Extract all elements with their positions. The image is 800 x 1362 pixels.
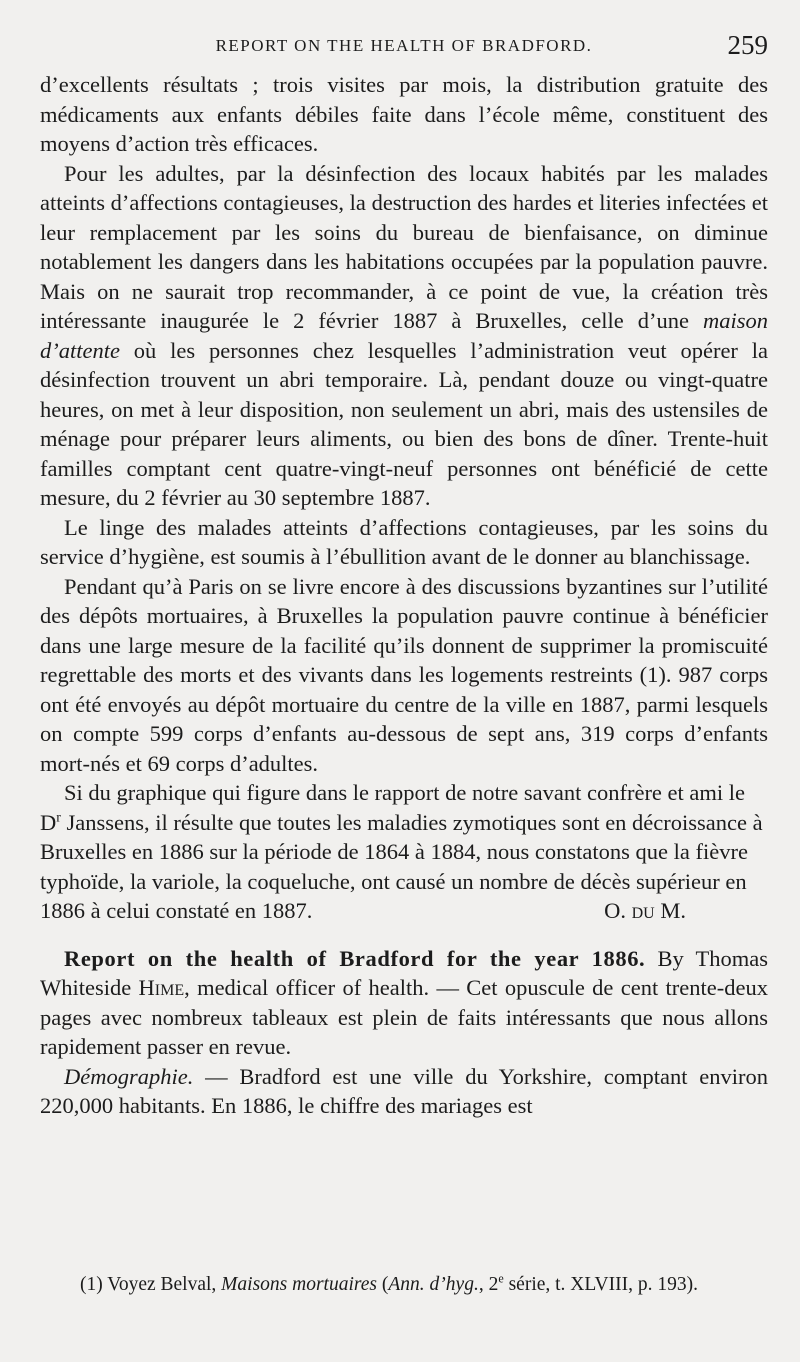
footnote-text — [56, 1272, 768, 1298]
superscript: e — [498, 1271, 504, 1286]
paragraph-adults-disinfection — [40, 159, 768, 513]
paragraph-continued: d’excellents résultats ; trois visites par mois, la distribution gratuite des médicaments aux enfants débiles faite dans l’école même, constituent des moyens d’action très efficaces. — [40, 72, 768, 156]
review-paragraph — [40, 944, 768, 1062]
signature: O. du M. — [604, 898, 686, 923]
paragraph-text: où les personnes chez lesquelles l’administration veut opérer la désinfection trouvent un abri temporaire. Là, pendant douze ou vingt-quatre heures, on met à leur disposition, non seulement un abri, mais des ustensiles de ménage pour préparer leurs aliments, ou bien des bons de dîner. Trente-huit familles comptant cent quatre-vingt-neuf personnes ont bénéficié de cette mesure, du 2 février au 30 septembre 1887. — [40, 337, 768, 510]
section-label-demographie: Démographie. — [64, 1063, 194, 1089]
page-number: 259 — [727, 30, 768, 60]
footnote-work-title: Maisons mortuaires — [221, 1274, 378, 1295]
paragraph-text: Si du graphique qui figure dans le rapport de notre savant confrère et ami le D — [40, 780, 746, 835]
paragraph-text: Pour les adultes, par la désinfection des locaux habités par les malades atteints d’affections contagieuses, la destruction des hardes et literies infectées et leur remplacement par les soins du bureau de bienfaisance, on diminue notablement les dangers dans les habitations occupées par la population pauvre. Mais on ne saurait trop recommander, à ce point de vue, la création très intéressante inaugurée le 2 février 1887 à Bruxelles, celle d’une — [40, 160, 768, 333]
running-title: REPORT ON THE HEALTH OF BRADFORD. — [215, 36, 593, 55]
review-text: , medical officer of health. — Cet opuscule de cent trente-deux pages avec nombreux tableaux est plein de faits intéressants que nous allons rapidement passer en revue. — [40, 975, 768, 1059]
paragraph-text: — Bradford est une ville du Yorkshire, comptant environ 220,000 habitants. En 1886, le chiffre des mariages est — [40, 1063, 768, 1118]
footnote-rest: série, t. XLVIII, p. 193). — [503, 1274, 698, 1295]
body-text — [40, 70, 768, 1121]
paragraph-mortuary: Pendant qu’à Paris on se livre encore à des discussions byzantines sur l’utilité des dépôts mortuaires, à Bruxelles la population pauvre continue à bénéficier dans une large mesure de la facilité qu’ils donnent de supprimer la promiscuité regrettable des morts et des vivants dans les logements restreints (1). 987 corps ont été envoyés au dépôt mortuaire du centre de la ville en 1887, parmi lesquels on compte 599 corps d’enfants au-dessous de sept ans, 319 corps d’enfants mort-nés et 69 corps d’adultes. — [40, 573, 768, 776]
paragraph-text: Janssens, il résulte que toutes les maladies zymotiques sont en décroissance à Bruxelles en 1886 sur la période de 1864 à 1884, nous constatons que la fièvre typhoïde, la variole, la coqueluche, ont causé un nombre de décès supérieur en 1886 à celui constaté en 1887. — [40, 809, 763, 923]
demography-paragraph — [40, 1062, 768, 1121]
paragraph-linen: Le linge des malades atteints d’affections contagieuses, par les soins du service d’hygiène, est soumis à l’ébullition avant de le donner au blanchissage. — [40, 514, 768, 569]
review-title: Report on the health of Bradford for the year 1886. — [64, 945, 646, 971]
review-author-surname: Hime — [138, 975, 185, 1000]
running-head — [40, 30, 768, 62]
footnote-author: (1) Voyez Belval, — [80, 1274, 222, 1295]
review-byline: By Thomas Whiteside — [40, 945, 768, 1000]
paragraph-zymotic — [40, 778, 768, 926]
footnote-journal: Ann. d’hyg. — [388, 1274, 479, 1295]
footnote — [56, 1272, 768, 1298]
footnote-paren: ( — [377, 1274, 389, 1295]
footnote-series: , 2 — [478, 1274, 499, 1295]
superscript: r — [56, 810, 61, 825]
emphasis-maison-attente: maison d’attente — [40, 308, 768, 363]
